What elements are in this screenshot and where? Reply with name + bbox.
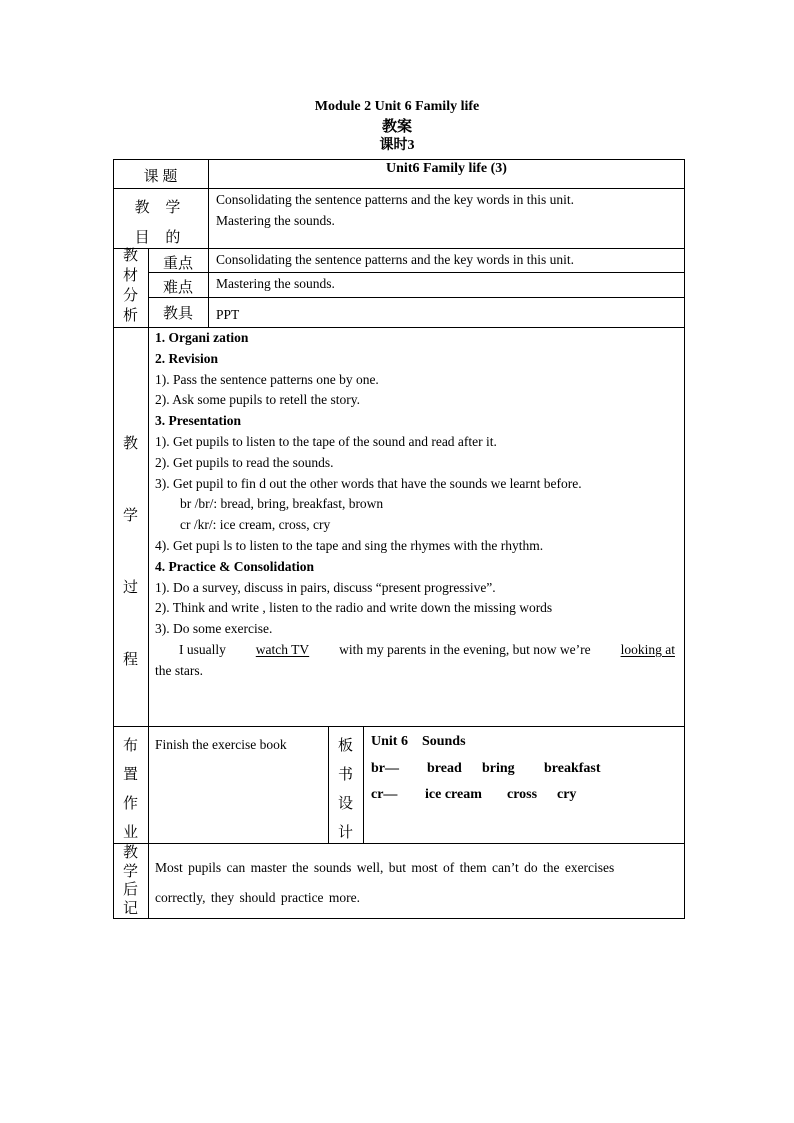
exercise-sentence-end: the stars. bbox=[155, 662, 203, 678]
topic-label: 课 题 bbox=[143, 169, 178, 185]
goal-line: Consolidating the sentence patterns and the key words in this unit. bbox=[216, 192, 575, 207]
difficulty-value: Mastering the sounds. bbox=[216, 276, 335, 291]
document-subtitle: 教案 bbox=[381, 119, 412, 135]
sound-example: cr /kr/: ice cream, cross, cry bbox=[180, 517, 331, 533]
process-step: 1). Pass the sentence patterns one by one. bbox=[155, 371, 379, 387]
section-heading: 3. Presentation bbox=[155, 413, 241, 429]
difficulty-label: 难点 bbox=[162, 280, 193, 296]
process-content bbox=[155, 328, 675, 682]
aids-value: PPT bbox=[216, 307, 240, 322]
reflection-text: Most pupils can master the sounds well, but most of them can’t do the exercises correctly, they should practice more. bbox=[155, 860, 615, 905]
underlined-answer: looking at bbox=[620, 641, 675, 657]
sound-example: br /br/: bread, bring, breakfast, brown bbox=[180, 496, 384, 512]
process-label: 教 学 过 程 bbox=[122, 436, 138, 668]
section-heading: 2. Revision bbox=[155, 350, 219, 366]
document-header bbox=[0, 97, 794, 155]
topic-value: Unit6 Family life (3) bbox=[386, 161, 507, 176]
goal-label-bottom: 目 的 bbox=[134, 230, 187, 246]
key-point-value: Consolidating the sentence patterns and the key words in this unit. bbox=[216, 252, 575, 267]
goal-line: Mastering the sounds. bbox=[216, 212, 335, 228]
process-step: 4). Get pupi ls to listen to the tape and sing the rhymes with the rhythm. bbox=[155, 537, 544, 553]
process-step: 2). Think and write , listen to the radio and write down the missing words bbox=[155, 600, 553, 616]
process-step: 3). Get pupil to fin d out the other words that have the sounds we learnt before. bbox=[155, 475, 582, 491]
goal-label-top: 教 学 bbox=[134, 200, 187, 216]
homework-label: 布 置 作 业 bbox=[122, 738, 138, 841]
exercise-sentence: I usually watch TV with my parents in the evening, but now we’re looking at bbox=[155, 640, 675, 661]
analysis-label: 教 材 分 析 bbox=[122, 248, 138, 324]
document-title: Module 2 Unit 6 Family life bbox=[314, 99, 480, 114]
homework-value: Finish the exercise book bbox=[155, 737, 287, 752]
board-title: Unit 6 Sounds bbox=[371, 734, 466, 749]
goal-text bbox=[216, 190, 574, 232]
process-step: 1). Get pupils to listen to the tape of the sound and read after it. bbox=[155, 433, 497, 449]
process-step: 2). Ask some pupils to retell the story. bbox=[155, 392, 360, 408]
section-heading: 4. Practice & Consolidation bbox=[155, 558, 314, 574]
process-step: 3). Do some exercise. bbox=[155, 621, 273, 637]
key-point-label: 重点 bbox=[162, 256, 193, 272]
board-label: 板 书 设 计 bbox=[337, 738, 353, 841]
section-heading: 1. Organi zation bbox=[155, 330, 249, 345]
process-step: 2). Get pupils to read the sounds. bbox=[155, 454, 334, 470]
underlined-answer: watch TV bbox=[255, 641, 310, 657]
period-label: 课时3 bbox=[379, 138, 415, 153]
process-step: 1). Do a survey, discuss in pairs, discuss “present progressive”. bbox=[155, 579, 496, 595]
reflection-label: 教 学 后 记 bbox=[122, 845, 138, 917]
aids-label: 教具 bbox=[162, 306, 193, 322]
